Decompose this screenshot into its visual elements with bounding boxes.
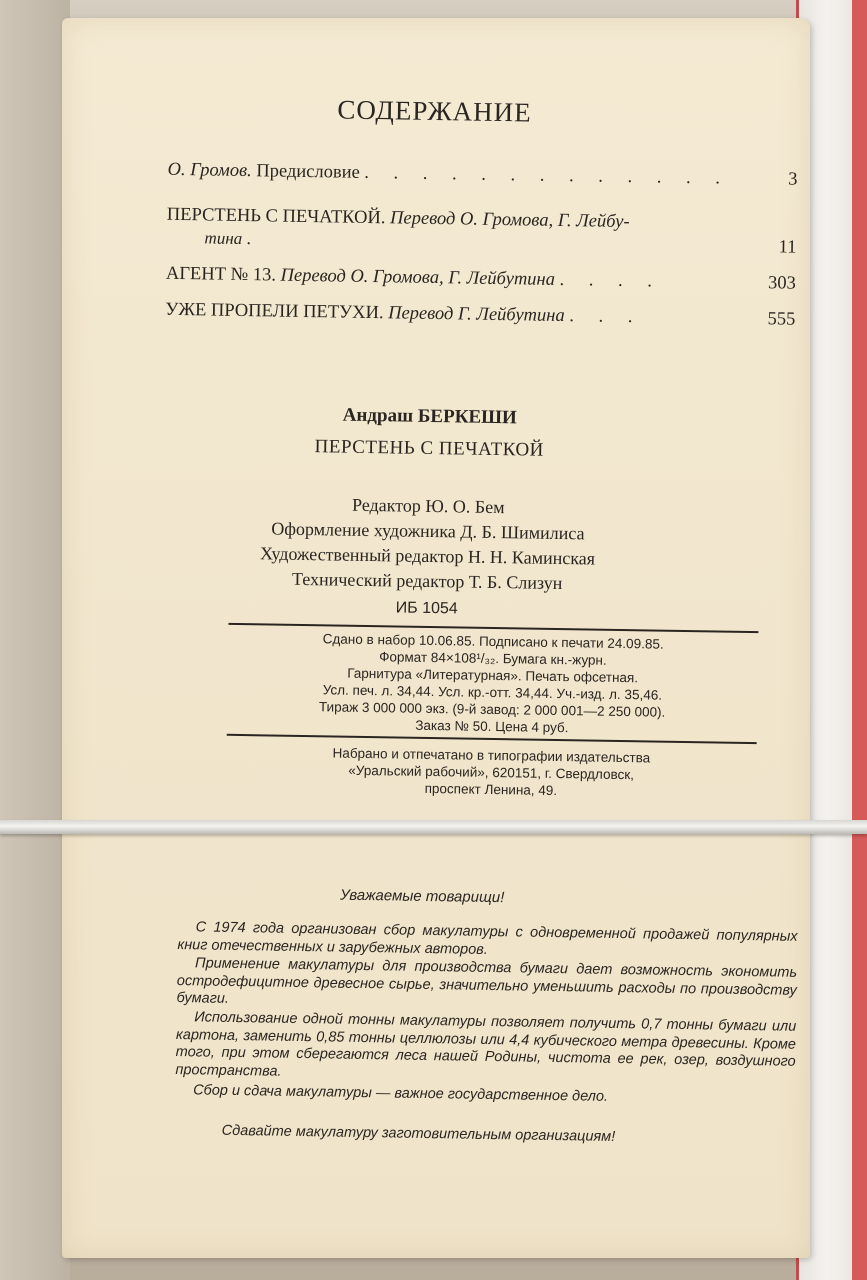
notice-heading: Уважаемые товарищи! — [339, 886, 505, 907]
toc-entry-translator: Перевод О. Громова, Г. Лейбутина — [280, 265, 556, 290]
credit-art-editor: Художественный редактор Н. Н. Каминская — [259, 543, 596, 569]
toc-leader-dots: . — [246, 229, 262, 250]
ib-number: ИБ 1054 — [395, 599, 458, 618]
credit-tech-editor: Технический редактор Т. Б. Слизун — [291, 568, 563, 594]
toc-leader-dots: . . . — [569, 306, 643, 328]
colophon-title: ПЕРСТЕНЬ С ПЕЧАТКОЙ — [314, 436, 545, 461]
toc-page-number: 555 — [767, 309, 796, 330]
toc-entry-translator-cont: тина — [204, 228, 243, 248]
imprint-line: Тираж 3 000 000 экз. (9-й завод: 2 000 001—2 250 000). — [318, 699, 666, 720]
imprint-line: Гарнитура «Литературная». Печать офсетная. — [347, 665, 639, 686]
toc-entry-agent — [166, 264, 796, 295]
toc-heading: СОДЕРЖАНИЕ — [337, 94, 532, 128]
imprint-line: Заказ № 50. Цена 4 руб. — [415, 717, 569, 736]
toc-entry-preface — [167, 160, 797, 191]
toc-entry-title: УЖЕ ПРОПЕЛИ ПЕТУХИ. — [165, 299, 384, 324]
notice-paragraph-text: Применение макулатуры для производства бумаги дает возможность экономить остродефицитное древесное сырье, значительно уменьшить расходы по производству бумаги. — [176, 955, 798, 1008]
credit-designer: Оформление художника Д. Б. Шимилиса — [271, 518, 585, 544]
toc-entry-title: Предисловие — [256, 161, 360, 183]
toc-entry-title: АГЕНТ № 13. — [165, 263, 277, 286]
notice-closing: Сдавайте макулатуру заготовительным организациям! — [221, 1122, 616, 1145]
printer-line: проспект Ленина, 49. — [424, 780, 558, 798]
notice-paragraph — [175, 1009, 796, 1089]
toc-entry-author: О. Громов. — [167, 159, 252, 182]
printer-line: Набрано и отпечатано в типографии издательства — [332, 745, 651, 766]
cover-red-strip — [852, 0, 867, 1280]
notice-paragraph-text: Сбор и сдача макулатуры — важное государственное дело. — [193, 1082, 609, 1105]
imprint-line: Сдано в набор 10.06.85. Подписано к печати 24.09.85. — [322, 631, 664, 652]
toc-entry-title: ПЕРСТЕНЬ С ПЕЧАТКОЙ. — [166, 204, 386, 229]
toc-leader-dots: . . . . — [559, 269, 663, 292]
toc-entry-translator: Перевод Г. Лейбутина — [388, 303, 565, 327]
printer-line: «Уральский рабочий», 620151, г. Свердловск, — [348, 762, 635, 783]
toc-leader-dots: . . . . . . . . . . . . . — [364, 162, 731, 189]
toc-page-number: 303 — [767, 273, 797, 294]
toc-entry-roosters — [165, 300, 795, 331]
toc-page-number: 11 — [778, 237, 797, 258]
notice-paragraph — [176, 955, 797, 1018]
imprint-line: Формат 84×108¹/₃₂. Бумага кн.-журн. — [379, 649, 607, 668]
toc-page-number: 3 — [788, 169, 798, 190]
notice-paragraph-text: С 1974 года организован сбор макулатуры с одновременной продажей популярных книг отечественных и зарубежных авторов. — [177, 919, 798, 958]
imprint-line: Усл. печ. л. 34,44. Усл. кр.-отт. 34,44. Уч.-изд. л. 35,46. — [322, 682, 663, 703]
credit-editor: Редактор Ю. О. Бем — [351, 494, 505, 518]
page-content — [43, 12, 810, 1264]
book-page — [62, 18, 810, 1258]
toc-entry-translator: Перевод О. Громова, Г. Лейбу- — [389, 208, 630, 233]
notice-paragraph-text: Использование одной тонны макулатуры позволяет получить 0,7 тонны бумаги или картона, заменить 0,85 тонны целлюлозы или 4,4 кубического метра древесины. Кроме того, при этом сберегаются леса нашей Родины, чистота ее рек, озер, воздушного пространства. — [175, 1009, 797, 1080]
colophon-author: Андраш БЕРКЕШИ — [342, 404, 517, 429]
elastic-band — [0, 820, 867, 834]
